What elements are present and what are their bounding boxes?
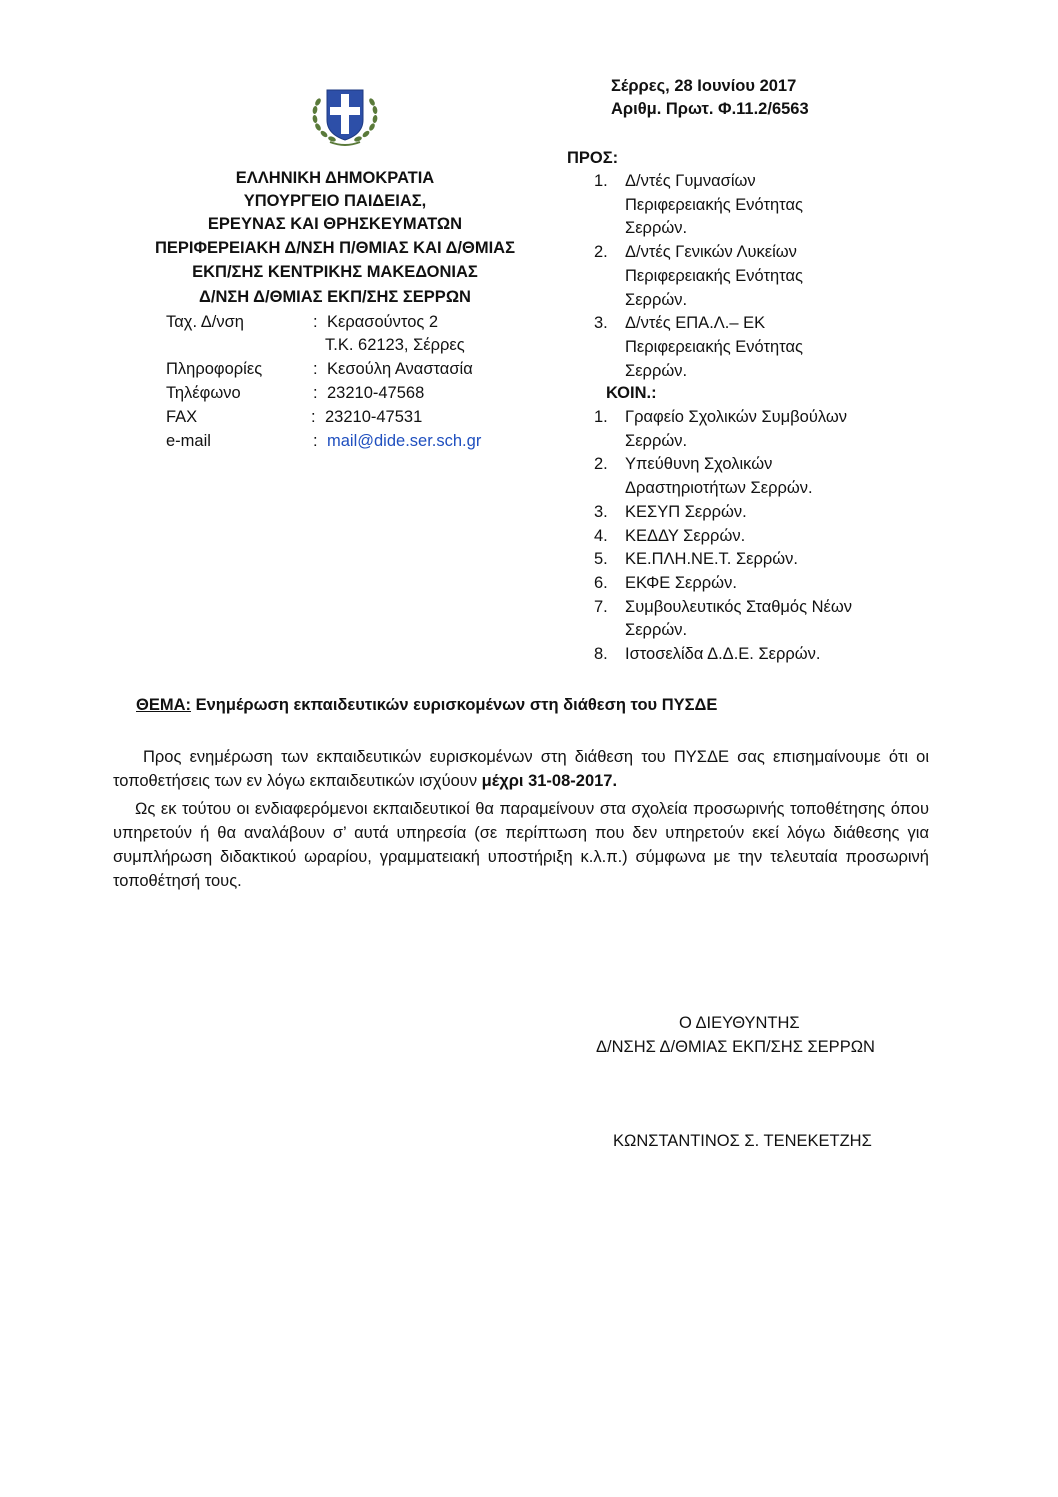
recipient-item-text: Δ/ντές ΕΠΑ.Λ.– ΕΚ xyxy=(625,314,766,333)
recipient-item-text: Δ/ντές Γυμνασίων xyxy=(625,172,756,190)
cc-item-number: 1. xyxy=(594,408,608,426)
body-paragraph-1 xyxy=(113,745,929,793)
info-label: Πληροφορίες xyxy=(166,360,263,378)
postal-value: Τ.Κ. 62123, Σέρρες xyxy=(325,336,465,354)
recipient-item-number: 2. xyxy=(594,243,608,262)
cc-item-text: ΚΕ.ΠΛΗ.ΝΕ.Τ. Σερρών. xyxy=(625,550,799,569)
recipient-item-text: Περιφερειακής Ενότητας xyxy=(625,266,803,285)
body-paragraph-2: Ως εκ τούτου οι ενδιαφερόμενοι εκπαιδευτικοί θα παραμείνουν στα σχολεία προσωρινής τοποθέτησης όπου υπηρετούν ή θα αναλάβουν σ’ αυτά υπηρεσία (σε περίπτωση που δεν υπηρετούν εκεί λόγω διάθεσης για συμπλήρωση διδακτικού ωραρίου, γραμματειακή υποστήριξη κ.λ.π.) σύμφωνα με την τελευταία προσωρινή τοποθέτησή τους. xyxy=(113,800,929,890)
header-line-directorate: Δ/ΝΣΗ Δ/ΘΜΙΑΣ ΕΚΠ/ΣΗΣ ΣΕΡΡΩΝ xyxy=(199,288,471,306)
email-colon: : xyxy=(313,432,318,450)
cc-item-number: 7. xyxy=(594,597,608,616)
fax-colon: : xyxy=(311,408,316,426)
recipient-item-text: Σερρών. xyxy=(625,290,688,309)
cc-item-text: Συμβουλευτικός Σταθμός Νέων xyxy=(625,597,853,616)
email-label: e-mail xyxy=(166,432,211,450)
cc-item-text: Ιστοσελίδα Δ.Δ.Ε. Σερρών. xyxy=(625,645,821,663)
greek-emblem-icon xyxy=(306,82,384,150)
address-label: Ταχ. Δ/νση xyxy=(166,313,244,331)
recipient-item-text: Περιφερειακής Ενότητας xyxy=(625,337,803,356)
body-p1-text: Προς ενημέρωση των εκπαιδευτικών ευρισκομένων στη διάθεση του ΠΥΣΔΕ σας επισημαίνουμε ότι οι τοποθετήσεις των εν λόγω εκπαιδευτικών ισχύουν xyxy=(113,748,929,790)
cc-item-number: 4. xyxy=(594,526,608,545)
recipient-item-text: Περιφερειακής Ενότητας xyxy=(625,195,803,214)
info-value: Κεσούλη Αναστασία xyxy=(327,360,473,378)
info-colon: : xyxy=(313,360,318,378)
recipients-label: ΠΡΟΣ: xyxy=(567,149,619,167)
cc-item-text: Γραφείο Σχολικών Συμβούλων xyxy=(625,408,848,426)
recipient-item-text: Δ/ντές Γενικών Λυκείων xyxy=(625,243,797,262)
cc-item-number: 6. xyxy=(594,573,608,592)
cc-item-number: 3. xyxy=(594,502,608,521)
cc-item-number: 2. xyxy=(594,455,608,474)
header-line-ministry: ΥΠΟΥΡΓΕΙΟ ΠΑΙΔΕΙΑΣ, xyxy=(243,192,427,210)
date-line: Σέρρες, 28 Ιουνίου 2017 xyxy=(611,77,797,95)
phone-value: 23210-47568 xyxy=(327,384,425,402)
fax-label: FAX xyxy=(166,408,198,426)
cc-item-number: 8. xyxy=(594,645,608,663)
address-value: Κερασούντος 2 xyxy=(327,313,439,331)
subject-line xyxy=(136,693,717,717)
cc-item-number: 5. xyxy=(594,550,608,569)
cc-item-text: Υπεύθυνη Σχολικών xyxy=(625,455,773,474)
recipient-item-number: 3. xyxy=(594,314,608,333)
recipient-item-text: Σερρών. xyxy=(625,219,688,238)
header-line-regional: ΠΕΡΙΦΕΡΕΙΑΚΗ Δ/ΝΣΗ Π/ΘΜΙΑΣ ΚΑΙ Δ/ΘΜΙΑΣ xyxy=(154,239,515,257)
email-link[interactable]: mail@dide.ser.sch.gr xyxy=(327,432,482,450)
recipient-item-text: Σερρών. xyxy=(625,361,688,380)
phone-colon: : xyxy=(313,384,318,402)
body-p1-deadline: μέχρι 31-08-2017. xyxy=(481,772,618,790)
signature-name: ΚΩΝΣΤΑΝΤΙΝΟΣ Σ. ΤΕΝΕΚΕΤΖΗΣ xyxy=(613,1132,872,1150)
protocol-number: Αριθμ. Πρωτ. Φ.11.2/6563 xyxy=(611,100,809,118)
phone-label: Τηλέφωνο xyxy=(166,384,241,402)
cc-item-text: Δραστηριοτήτων Σερρών. xyxy=(625,479,813,498)
cc-item-text: Σερρών. xyxy=(625,431,688,450)
signature-dept: Δ/ΝΣΗΣ Δ/ΘΜΙΑΣ ΕΚΠ/ΣΗΣ ΣΕΡΡΩΝ xyxy=(596,1038,875,1056)
cc-item-text: Σερρών. xyxy=(625,621,688,640)
subject-label: ΘΕΜΑ: xyxy=(136,696,191,714)
header-line-region: ΕΚΠ/ΣΗΣ ΚΕΝΤΡΙΚΗΣ ΜΑΚΕΔΟΝΙΑΣ xyxy=(192,263,478,281)
header-line-ministry-cont: ΕΡΕΥΝΑΣ ΚΑΙ ΘΡΗΣΚΕΥΜΑΤΩΝ xyxy=(207,215,463,233)
signature-title: Ο ΔΙΕΥΘΥΝΤΗΣ xyxy=(679,1014,800,1032)
header-line-republic: ΕΛΛΗΝΙΚΗ ΔΗΜΟΚΡΑΤΙΑ xyxy=(235,169,435,187)
subject-text: Ενημέρωση εκπαιδευτικών ευρισκομένων στη διάθεση του ΠΥΣΔΕ xyxy=(191,696,718,714)
fax-value: 23210-47531 xyxy=(325,408,423,426)
cc-item-text: ΚΕΔΔΥ Σερρών. xyxy=(625,526,746,545)
cc-item-text: ΕΚΦΕ Σερρών. xyxy=(625,573,737,592)
cc-item-text: ΚΕΣΥΠ Σερρών. xyxy=(625,502,747,521)
recipient-item-number: 1. xyxy=(594,172,608,190)
cc-label: ΚΟΙΝ.: xyxy=(606,384,657,402)
address-colon: : xyxy=(313,313,318,331)
